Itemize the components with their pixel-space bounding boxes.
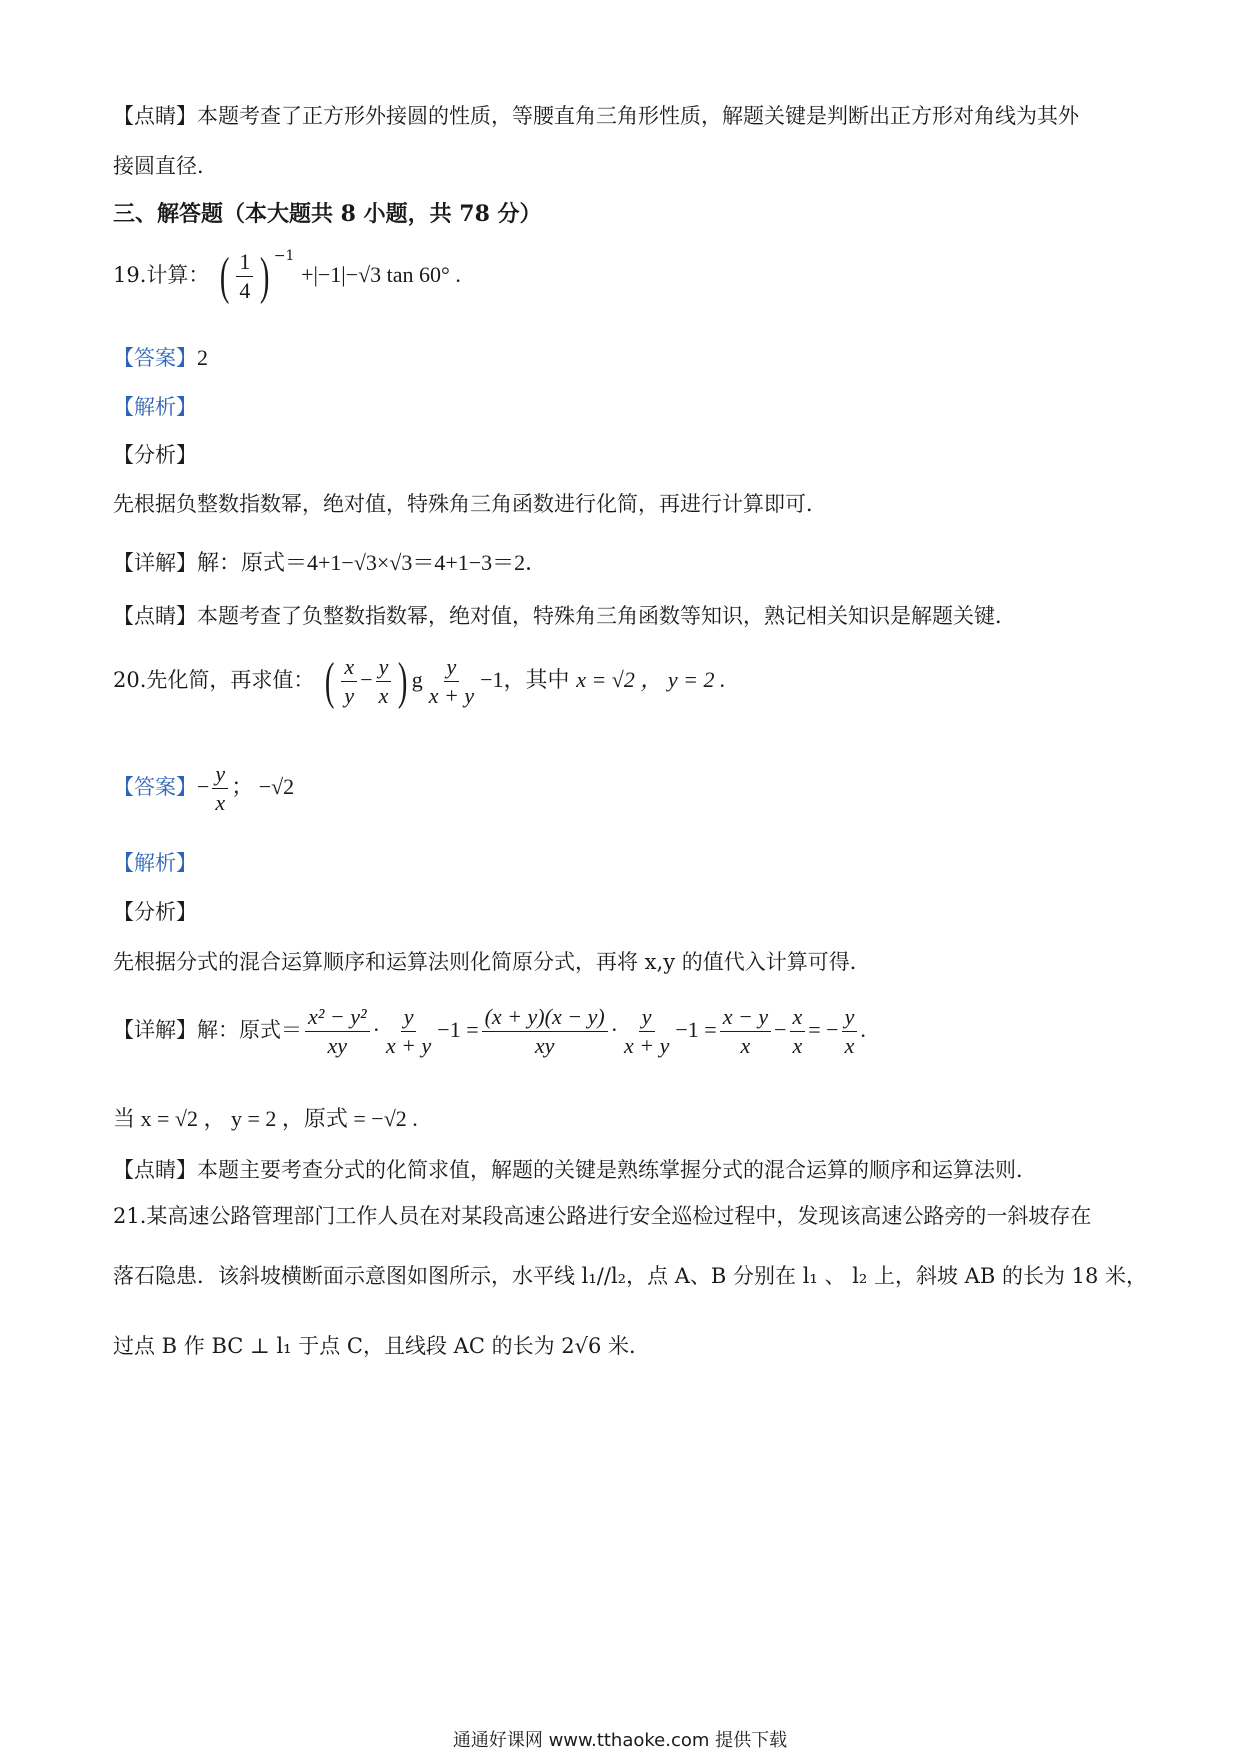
q19-fenxi-label: 【分析】 [113, 443, 197, 467]
frac-den: x [844, 1033, 855, 1059]
q19-remark: 【点睛】本题考查了负整数指数幂，绝对值，特殊角三角函数等知识，熟记相关知识是解题关键． [113, 604, 1016, 628]
q19-analysis: 先根据负整数指数幂，绝对值，特殊角三角函数进行化简，再进行计算即可． [113, 492, 827, 516]
right-paren: ) [260, 247, 270, 305]
q19-exponent: −1 [273, 248, 295, 264]
detail-frac-2 [383, 1005, 434, 1058]
frac-num: x − y [720, 1005, 771, 1032]
answer-label: 【答案】 [113, 346, 197, 370]
frac-den: y [344, 683, 355, 709]
q20-question [113, 652, 726, 710]
detail-frac-1 [305, 1005, 370, 1058]
q18-remark-line1: 【点睛】本题考查了正方形外接圆的性质，等腰直角三角形性质，解题关键是判断出正方形对角线为其外 [113, 104, 1079, 128]
q19-answer-value: 2 [197, 345, 208, 370]
q20-tail: −1，其中 [480, 667, 570, 693]
q20-frac-2 [376, 655, 392, 708]
frac-num: (x + y)(x − y) [482, 1005, 608, 1032]
minus-sign: − [197, 774, 210, 800]
q21-line3: 过点 B 作 BC ⊥ l₁ 于点 C，且线段 AC 的长为 2√6 米． [113, 1334, 651, 1358]
frac-num: y [212, 762, 228, 789]
frac-num: y [376, 655, 392, 682]
detail-prefix: 解：原式＝ [197, 1018, 302, 1043]
dot-operator: · [372, 1017, 380, 1043]
q20-frac-1 [341, 655, 357, 708]
detail-label: 【详解】 [113, 1018, 197, 1043]
q21-line2: 落石隐患．该斜坡横断面示意图如图所示，水平线 l₁//l₂，点 A、B 分别在 l₁ 、 l₂ 上，斜坡 AB 的长为 18 米， [113, 1264, 1148, 1288]
frac-num: x [341, 655, 357, 682]
frac-den: x [740, 1033, 751, 1059]
q20-prefix: 20.先化简，再求值： [113, 668, 315, 693]
q19-detail [113, 550, 547, 576]
detail-frac-4 [621, 1005, 672, 1058]
frac-num: x [790, 1005, 806, 1032]
minus-sign: − [774, 1017, 787, 1043]
frac-den: x + y [385, 1033, 432, 1059]
left-paren: ( [219, 247, 230, 305]
frac-den: x [792, 1033, 803, 1059]
period: . [860, 1017, 866, 1043]
q20-detail [113, 1005, 866, 1058]
detail-frac-5 [720, 1005, 771, 1058]
g-glyph: g [411, 667, 423, 693]
q21-line1: 21.某高速公路管理部门工作人员在对某段高速公路进行安全巡检过程中，发现该高速公路旁的一斜坡存在 [113, 1204, 1092, 1228]
detail-frac-3 [482, 1005, 608, 1058]
section-heading: 三、解答题（本大题共 8 小题，共 78 分） [113, 201, 542, 227]
q19-question [113, 248, 461, 303]
minus-one-equals: −1 = [437, 1017, 479, 1043]
q19-frac-den: 4 [239, 278, 251, 303]
frac-num: y [401, 1005, 417, 1032]
q18-remark-line2: 接圆直径． [113, 154, 218, 178]
frac-num: x² − y² [305, 1005, 370, 1032]
q20-remark: 【点睛】本题主要考查分式的化简求值，解题的关键是熟练掌握分式的混合运算的顺序和运算法则． [113, 1158, 1037, 1182]
q19-expression-rest: +|−1|−√3 tan 60° . [301, 262, 461, 287]
detail-frac-7 [842, 1005, 858, 1058]
q19-answer [113, 345, 208, 371]
frac-den: x [378, 683, 389, 709]
detail-label: 【详解】 [113, 551, 197, 575]
q20-fenxi-label: 【分析】 [113, 900, 197, 924]
q20-answer-tail: ； −√2 [231, 774, 295, 800]
frac-den: x + y [428, 683, 475, 709]
minus-sign: − [360, 667, 373, 693]
q19-jiexi-label: 【解析】 [113, 395, 197, 419]
q20-answer-fraction [212, 762, 228, 815]
q20-jiexi-label: 【解析】 [113, 851, 197, 875]
q20-frac-3 [426, 655, 477, 708]
q20-condition: x = √2 ， y = 2 . [576, 667, 726, 693]
q20-substitution: 当 x = √2 ， y = 2 ，原式 = −√2 . [113, 1106, 418, 1131]
q19-detail-text: 解：原式＝4+1−√3×√3＝4+1−3＝2． [197, 550, 548, 575]
frac-num: y [444, 655, 460, 682]
right-paren: ) [398, 652, 408, 710]
detail-frac-6 [790, 1005, 806, 1058]
frac-den: xy [327, 1033, 348, 1059]
q19-prefix: 19.计算： [113, 263, 210, 287]
frac-num: y [639, 1005, 655, 1032]
footer-source: 通通好课网 www.tthaoke.com 提供下载 [452, 1730, 788, 1751]
q20-analysis: 先根据分式的混合运算顺序和运算法则化简原分式，再将 x,y 的值代入计算可得． [113, 950, 871, 974]
dot-operator: · [610, 1017, 618, 1043]
q19-frac-num: 1 [236, 250, 253, 277]
left-paren: ( [324, 652, 335, 710]
equals-minus: = − [808, 1017, 839, 1043]
frac-den: x + y [624, 1033, 670, 1059]
q19-fraction [236, 250, 253, 303]
answer-label: 【答案】 [113, 775, 197, 800]
frac-den: xy [534, 1033, 555, 1059]
frac-den: x [215, 790, 226, 816]
q20-answer [113, 762, 294, 815]
frac-num: y [842, 1005, 858, 1032]
minus-one-equals: −1 = [675, 1017, 717, 1043]
